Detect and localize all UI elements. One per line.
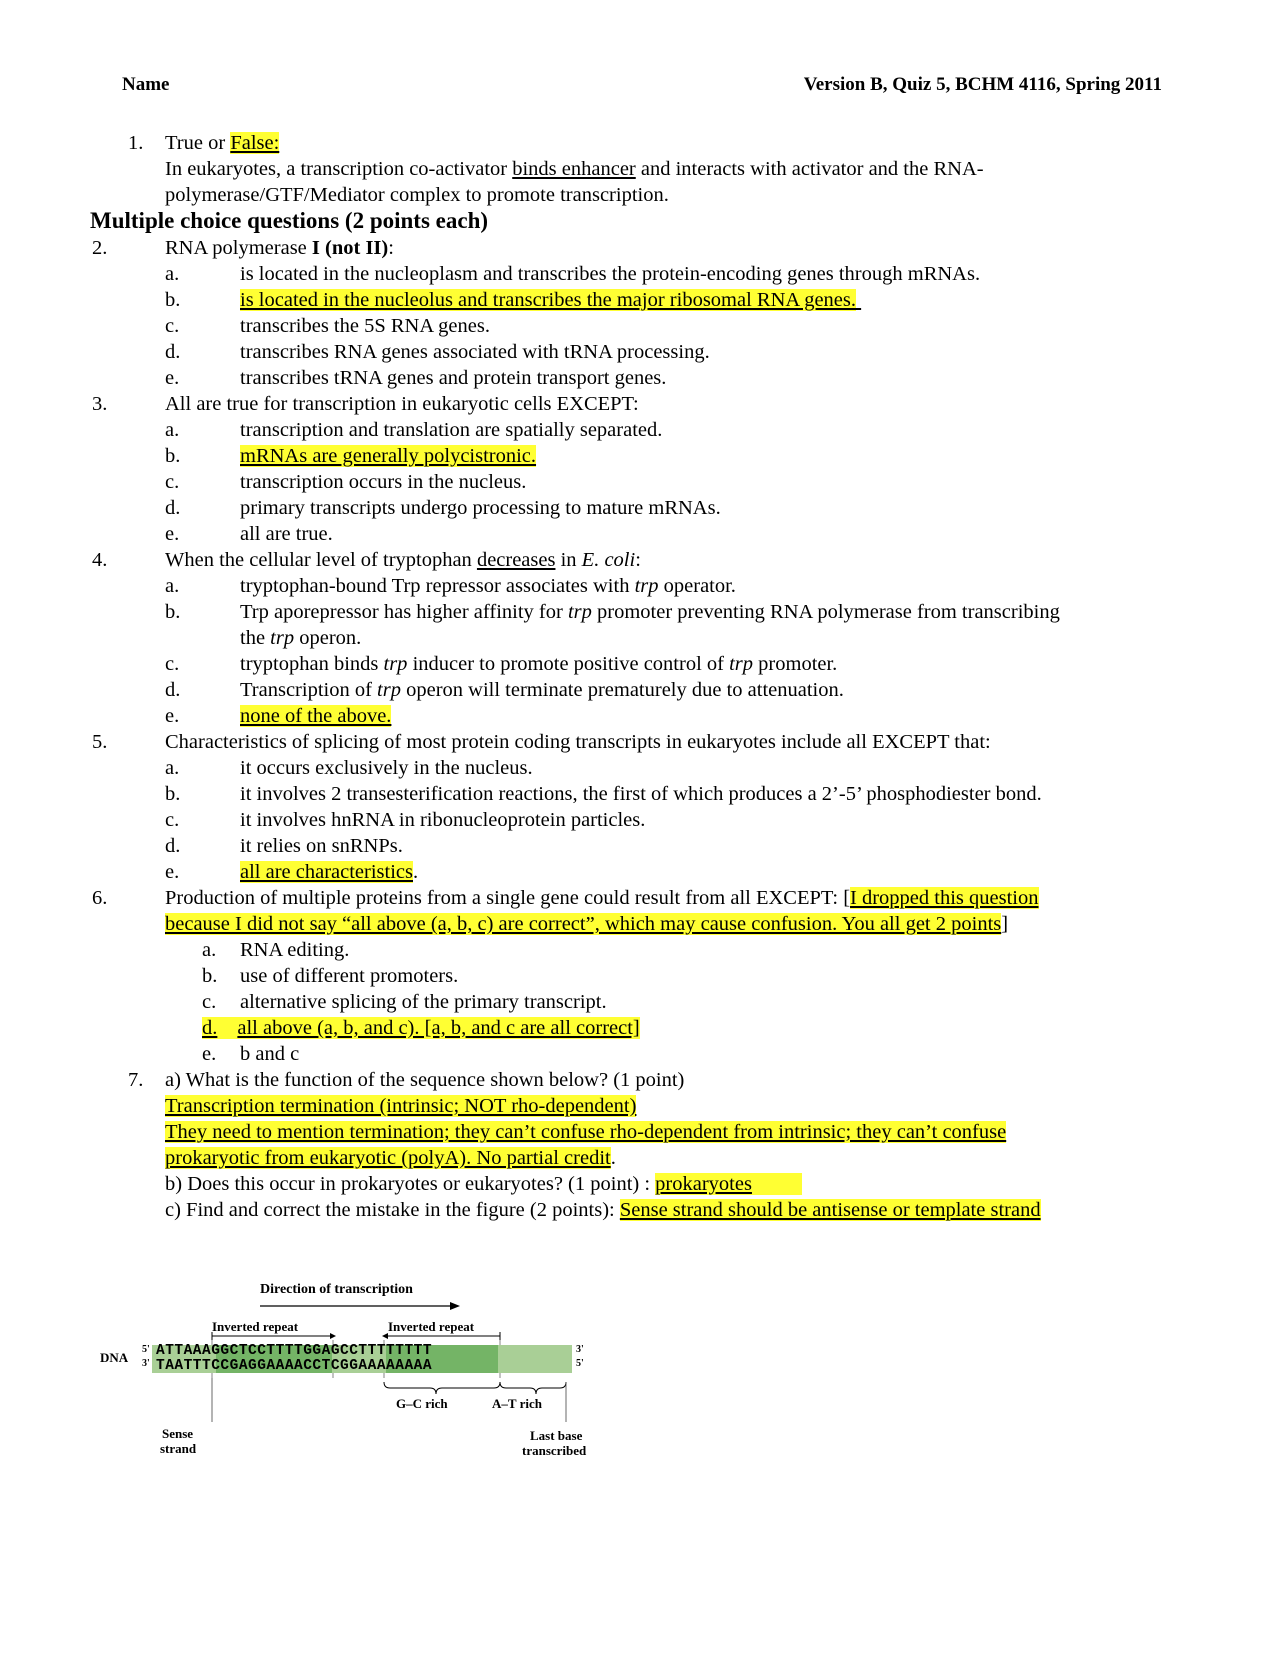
q2-stem-c: : [388,237,394,259]
q6-note-highlight: I dropped this question [850,887,1039,909]
q3-opt-text: primary transcripts undergo processing to mature mRNAs. [240,497,721,519]
q5-number: 5. [92,731,108,753]
q3-number: 3. [92,393,108,415]
inverted-repeat-left-label: Inverted repeat [212,1319,299,1334]
q2-opt-text: is located in the nucleoplasm and transcribes the protein-encoding genes through mRNAs. [240,263,981,285]
q5-opt-label: a. [165,757,180,779]
terminator-figure [90,1282,630,1482]
q6-answer-text: all above (a, b, and c). [a, b, and c are all correct] [237,1017,640,1039]
q2-stem-bold: I (not II) [311,237,389,259]
q2-opt-label: d. [165,341,181,363]
q6-opt-text: alternative splicing of the primary transcript. [240,991,607,1013]
q2-stem [165,235,394,261]
q6-answer-highlight [202,1017,640,1039]
quiz-version-title: Version B, Quiz 5, BCHM 4116, Spring 2011 [803,74,1162,95]
dna-label: DNA [100,1350,129,1365]
q3-stem: All are true for transcription in eukaryotic cells EXCEPT: [165,393,639,415]
q4-opt-text [240,599,1060,625]
q1-text-underlined: binds enhancer [512,158,636,180]
q7-a-answer1 [165,1093,636,1119]
q4-opt-text-answer [240,703,391,729]
q5-opt-text: it involves 2 transesterification reactions, the first of which produces a 2’-5’ phosphodiester bond. [240,783,1042,805]
q6-stem-line2 [165,911,1008,937]
q6-opt-text: b and c [240,1043,300,1065]
q4-d-trp: trp [377,679,401,701]
q5-opt-label: b. [165,783,181,805]
q4-answer-highlight: none of the above. [240,705,392,727]
q2-opt-text: transcribes the 5S RNA genes. [240,315,490,337]
q1-prompt: True or [165,132,231,154]
q2-opt-text: transcribes RNA genes associated with tRNA processing. [240,341,710,363]
q1-line2 [165,156,984,182]
q2-opt-label: e. [165,367,180,389]
q4-a-text: tryptophan-bound Trp repressor associates with [240,575,635,597]
q4-stem-underlined: decreases [476,549,556,571]
bottom-strand-3prime: 3' [142,1358,150,1369]
q3-opt-label: a. [165,419,180,441]
q4-b-trp2: trp [270,627,295,649]
q6-opt-label: b. [202,965,218,987]
q1-line3: polymerase/GTF/Mediator complex to promote transcription. [165,184,669,206]
q1-number: 1. [128,132,144,154]
q5-answer-period: . [413,861,419,883]
q4-stem-c: in [555,549,582,571]
q5-stem: Characteristics of splicing of most protein coding transcripts in eukaryotes include all EXCEPT that: [165,731,991,753]
bottom-strand-sequence: TAATTTCCGAGGAAAACCTCGGAAAAAAAA [156,1358,433,1374]
q4-opt-label: e. [165,705,180,727]
q3-opt-text: all are true. [240,523,333,545]
top-strand-sequence: ATTAAAGGCTCCTTTTGGAGCCTTTTTTTT [156,1343,433,1359]
q6-opt-label: e. [202,1043,217,1065]
q7-a-answer3 [165,1145,616,1171]
q6-opt-label: a. [202,939,217,961]
q7-grading-note-highlight: They need to mention termination; they can’t confuse rho-dependent from intrinsic; they can’t confuse [165,1121,1007,1143]
q4-c-trp: trp [383,653,408,675]
q6-opt-label: c. [202,991,217,1013]
q3-opt-label: c. [165,471,180,493]
q4-b-text-end: promoter preventing RNA polymerase from transcribing [591,601,1060,623]
q5-answer-highlight: all are characteristics [240,861,413,883]
q4-b-text: Trp aporepressor has higher affinity for [240,601,568,623]
q6-opt-text: RNA editing. [240,939,350,961]
q3-opt-label: d. [165,497,181,519]
q4-opt-label: a. [165,575,180,597]
q4-c-text-end: promoter. [753,653,838,675]
q6-stem-text: Production of multiple proteins from a single gene could result from all EXCEPT: [ [165,887,851,909]
top-strand-5prime: 5' [142,1344,150,1355]
q2-opt-text: transcribes tRNA genes and protein transport genes. [240,367,667,389]
q7-a-question: a) What is the function of the sequence shown below? (1 point) [165,1069,685,1091]
sense-label: Sense [162,1426,194,1441]
transcribed-label: transcribed [522,1443,587,1458]
q4-stem-e: : [635,549,641,571]
q2-answer-underline-tail [856,287,914,313]
q7-b-line [165,1171,802,1197]
q2-opt-label: b. [165,289,181,311]
q4-d-text: Transcription of [240,679,378,701]
q5-opt-text: it relies on snRNPs. [240,835,403,857]
bottom-strand-5prime: 5' [576,1358,584,1369]
q4-b-trp: trp [567,601,592,623]
q4-a-text-end: operator. [658,575,736,597]
q3-answer-highlight: mRNAs are generally polycistronic. [240,445,537,467]
q6-opt-text: use of different promoters. [240,965,459,987]
q2-opt-label: c. [165,315,180,337]
q6-note-highlight-cont: because I did not say “all above (a, b, c) are correct”, which may cause confusion. You all get 2 points [165,913,1002,935]
q7-c-question: c) Find and correct the mistake in the figure (2 points): [165,1199,620,1221]
q1-answer: False: [230,132,280,154]
q4-opt-text [240,677,844,703]
q5-opt-text-answer [240,859,418,885]
q7-b-question: b) Does this occur in prokaryotes or eukaryotes? (1 point) : [165,1173,656,1195]
q6-opt-answer [202,1015,640,1041]
q4-opt-label: d. [165,679,181,701]
top-strand-3prime: 3' [576,1344,584,1355]
q4-d-text-end: operon will terminate prematurely due to attenuation. [400,679,844,701]
q5-opt-text: it occurs exclusively in the nucleus. [240,757,533,779]
q4-number: 4. [92,549,108,571]
q7-answer-highlight: Transcription termination (intrinsic; NOT rho-dependent) [165,1095,637,1117]
q2-opt-label: a. [165,263,180,285]
q5-opt-label: d. [165,835,181,857]
q5-opt-text: it involves hnRNA in ribonucleoprotein particles. [240,809,646,831]
q3-opt-text-answer [240,443,536,469]
q3-opt-text: transcription and translation are spatially separated. [240,419,663,441]
q4-b-cont-end: operon. [294,627,362,649]
q1-line1 [165,130,279,156]
q7-b-answer: prokaryotes [655,1173,752,1195]
inverted-repeat-right-label: Inverted repeat [388,1319,475,1334]
q2-number: 2. [92,237,108,259]
q4-opt-text-cont [240,625,361,651]
direction-label: Direction of transcription [260,1282,413,1297]
q3-opt-label: e. [165,523,180,545]
q4-opt-text [240,651,837,677]
q7-c-answer-highlight: Sense strand should be antisense or template strand [619,1199,1041,1221]
name-label: Name [122,74,170,95]
section-title: Multiple choice questions (2 points each) [90,208,489,233]
q6-answer-label: d. [202,1017,218,1039]
q3-opt-text: transcription occurs in the nucleus. [240,471,527,493]
last-base-label: Last base [530,1428,583,1443]
q4-c-text: tryptophan binds [240,653,384,675]
q6-stem-line1 [165,885,1039,911]
gc-rich-label: G–C rich [396,1396,448,1411]
q7-a-answer2 [165,1119,1006,1145]
q7-b-answer-highlight [655,1173,802,1195]
q4-c-trp2: trp [729,653,754,675]
q4-c-text-mid: inducer to promote positive control of [407,653,730,675]
q4-opt-label: b. [165,601,181,623]
q4-opt-text [240,573,736,599]
at-rich-label: A–T rich [492,1396,542,1411]
q3-opt-label: b. [165,445,181,467]
q7-number: 7. [128,1069,144,1091]
strand-label: strand [160,1441,197,1456]
q2-answer-highlight: is located in the nucleolus and transcribes the major ribosomal RNA genes. [240,289,856,311]
q4-a-trp: trp [634,575,659,597]
q1-text-a: In eukaryotes, a transcription co-activator [165,158,513,180]
q7-grading-note-period: . [610,1147,616,1169]
q4-opt-label: c. [165,653,180,675]
q4-stem-a: When the cellular level of tryptophan [165,549,477,571]
q5-opt-label: c. [165,809,180,831]
q2-stem-a: RNA polymerase [165,237,312,259]
q1-text-c: and interacts with activator and the RNA- [635,158,984,180]
q4-stem-italic: E. coli [581,549,636,571]
q2-opt-text-answer [240,287,914,313]
q5-opt-label: e. [165,861,180,883]
q4-stem [165,547,641,573]
q6-number: 6. [92,887,108,909]
q4-b-cont: the [240,627,271,649]
q7-grading-note-highlight-cont: prokaryotic from eukaryotic (polyA). No partial credit [165,1147,611,1169]
q6-note-bracket: ] [1001,913,1009,935]
q7-c-line [165,1197,1041,1223]
